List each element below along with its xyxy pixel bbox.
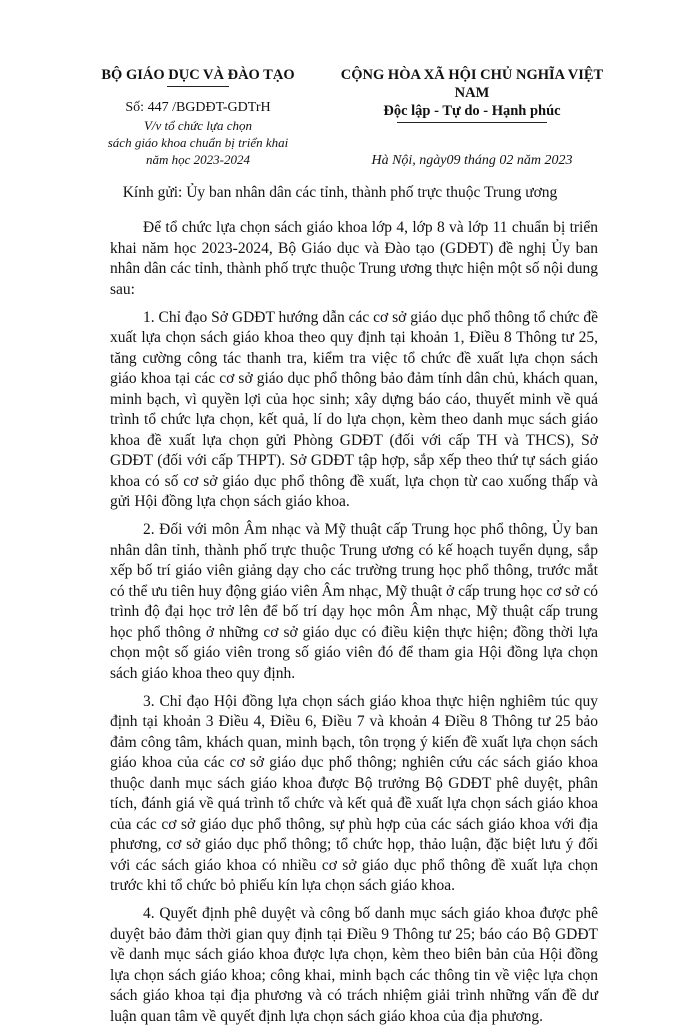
country-name: CỘNG HÒA XÃ HỘI CHỦ NGHĨA VIỆT NAM bbox=[340, 67, 604, 101]
item-paragraph-4: 4. Quyết định phê duyệt và công bố danh mục sách giáo khoa được phê duyệt bảo đảm thời gian quy định tại Điều 9 Thông tư 25; báo cáo Bộ GDĐT về danh mục sách giáo khoa được lựa chọn, kèm theo biên bản của Hội đồng lựa chọn sách giáo khoa; công khai, minh bạch các thông tin về việc lựa chọn sách giáo khoa tại địa phương và có trách nhiệm giải trình những vấn đề dư luận quan tâm về quyết định lựa chọn sách giáo khoa của địa phương. bbox=[110, 905, 598, 1025]
motto-underline bbox=[397, 122, 547, 123]
item-paragraph-3: 3. Chỉ đạo Hội đồng lựa chọn sách giáo khoa thực hiện nghiêm túc quy định tại khoản 3 Điều 4, Điều 6, Điều 7 và khoản 4 Điều 8 Thông tư 25 bảo đảm công tâm, khách quan, minh bạch, tôn trọng ý kiến đề xuất lựa chọn sách giáo khoa của các cơ sở giáo dục phổ thông; nghiên cứu các sách giáo khoa thuộc danh mục sách giáo khoa được Bộ trưởng Bộ GDĐT phê duyệt, phân tích, đánh giá về quá trình tổ chức và kết quả đề xuất lựa chọn sách giáo khoa của các cơ sở giáo dục phổ thông, sự phù hợp của các sách giáo khoa với địa phương, cơ sở giáo dục phổ thông; tổ chức họp, thảo luận, đặc biệt lưu ý đối với các sách giáo khoa có nhiều cơ sở giáo dục phổ thông đề xuất lựa chọn trước khi tổ chức bỏ phiếu kín lựa chọn sách giáo khoa. bbox=[110, 692, 598, 894]
national-header bbox=[322, 66, 622, 169]
national-motto: Độc lập - Tự do - Hạnh phúc bbox=[383, 103, 561, 119]
document-body bbox=[110, 218, 598, 1035]
subject-line: V/v tổ chức lựa chọn bbox=[143, 118, 253, 133]
recipient-line: Kính gửi: Ủy ban nhân dân các tỉnh, thành phố trực thuộc Trung ương bbox=[122, 184, 558, 201]
document-number: Số: 447 /BGDĐT-GDTrH bbox=[125, 100, 271, 115]
ministry-underline bbox=[167, 86, 229, 87]
subject-line: sách giáo khoa chuẩn bị triển khai bbox=[107, 135, 289, 150]
item-paragraph-2: 2. Đối với môn Âm nhạc và Mỹ thuật cấp Trung học phổ thông, Ủy ban nhân dân tỉnh, thành phố trực thuộc Trung ương có kế hoạch tuyển dụng, sắp xếp bố trí giáo viên giảng dạy cho các trường trung học phổ thông, trước mắt có thể ưu tiên huy động giáo viên Âm nhạc, Mỹ thuật ở cấp trung học cơ sở có trình độ đại học trở lên để bố trí dạy học môn Âm nhạc, Mỹ thuật cấp trung học phổ thông ở những cơ sở giáo dục có điều kiện thực hiện; đồng thời lựa chọn một số giáo viên trong số giáo viên đó để tham gia Hội đồng lựa chọn sách giáo khoa theo quy định. bbox=[110, 521, 598, 682]
ministry-name: BỘ GIÁO DỤC VÀ ĐÀO TẠO bbox=[101, 67, 295, 83]
issuer-block bbox=[78, 66, 318, 167]
subject-line: năm học 2023-2024 bbox=[146, 152, 250, 167]
item-paragraph-1: 1. Chỉ đạo Sở GDĐT hướng dẫn các cơ sở giáo dục phổ thông tổ chức đề xuất lựa chọn sách giáo khoa theo quy định tại khoản 1, Điều 8 Thông tư 25, tăng cường công tác thanh tra, kiểm tra việc tổ chức đề xuất lựa chọn sách giáo khoa tại các cơ sở giáo dục phổ thông bảo đảm tính dân chủ, khách quan, minh bạch, vì quyền lợi của học sinh; xây dựng báo cáo, thuyết minh về quá trình tổ chức lựa chọn, kết quả, lí do lựa chọn, kèm theo danh mục sách giáo khoa đề xuất lựa chọn gửi Phòng GDĐT (đối với cấp TH và THCS), Sở GDĐT (đối với cấp THPT). Sở GDĐT tập hợp, sắp xếp theo thứ tự sách giáo khoa có số cơ sở giáo dục phổ thông đề xuất, lựa chọn từ cao xuống thấp và gửi Hội đồng lựa chọn sách giáo khoa. bbox=[110, 308, 598, 510]
intro-paragraph: Để tổ chức lựa chọn sách giáo khoa lớp 4, lớp 8 và lớp 11 chuẩn bị triển khai năm học 2023-2024, Bộ Giáo dục và Đào tạo (GDĐT) đề nghị Ủy ban nhân dân các tỉnh, thành phố trực thuộc Trung ương thực hiện một số nội dung sau: bbox=[110, 219, 599, 298]
issue-date: Hà Nội, ngày09 tháng 02 năm 2023 bbox=[371, 153, 573, 168]
